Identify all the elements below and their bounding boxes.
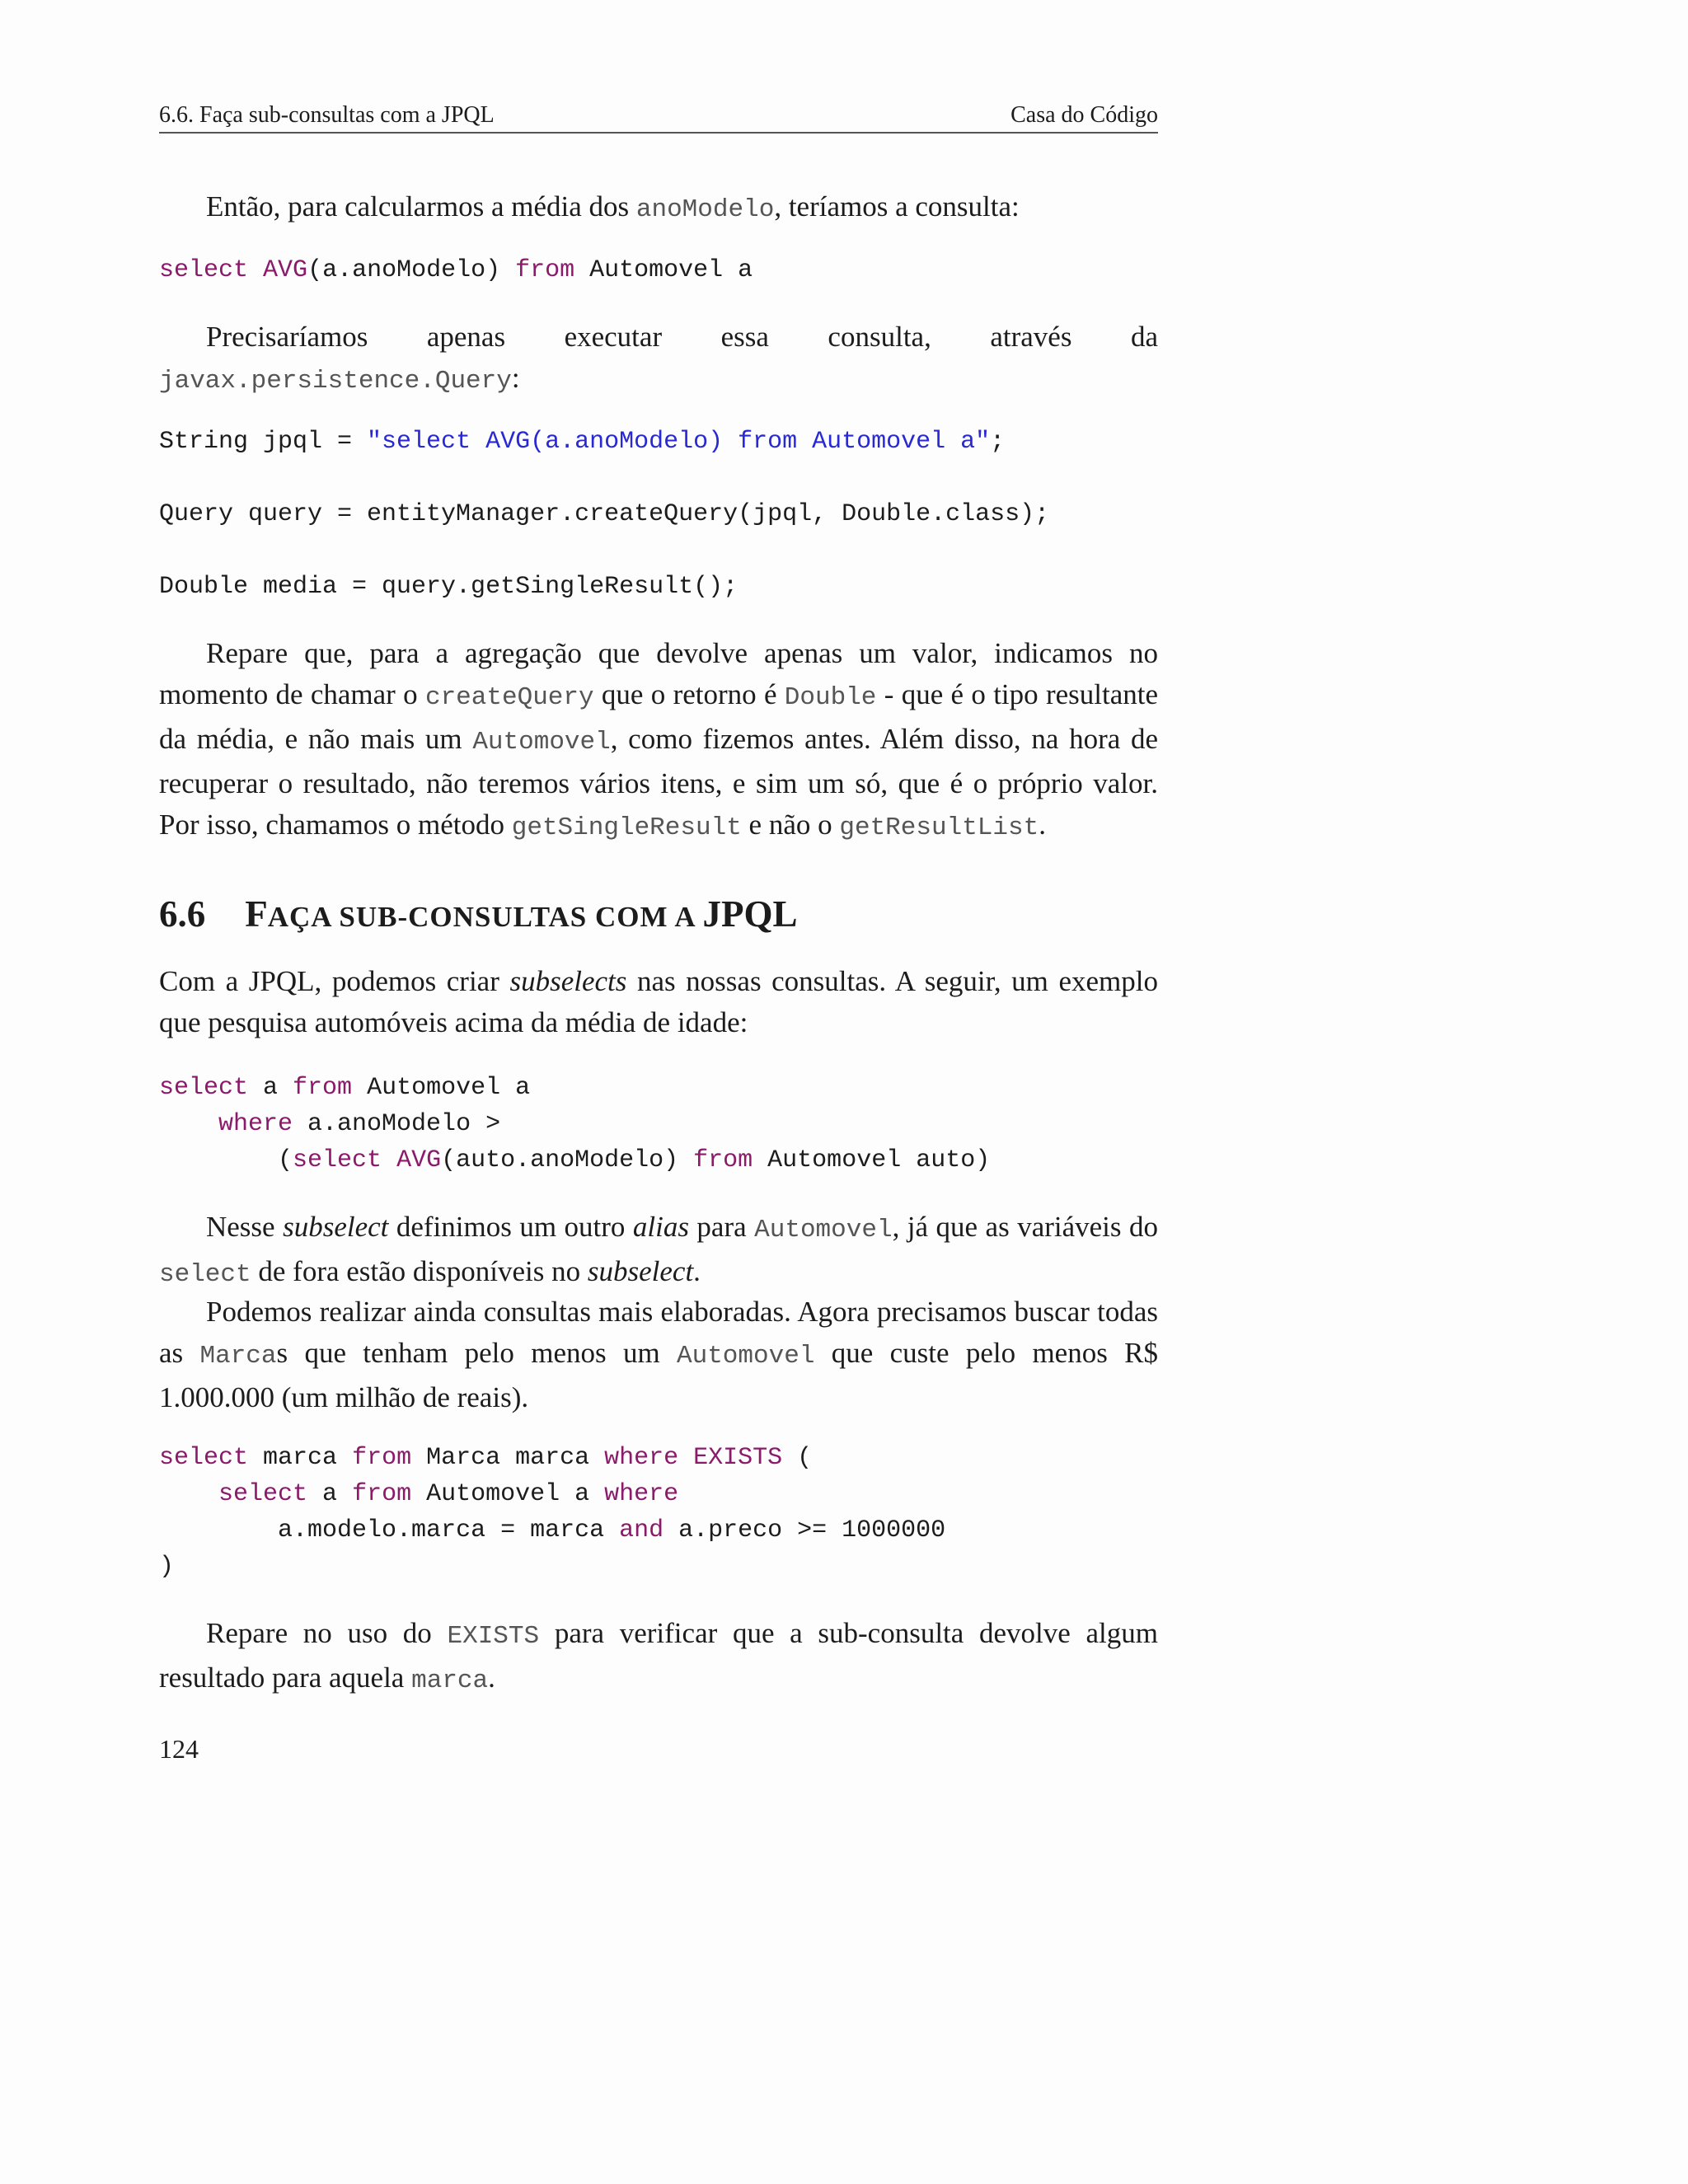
section-title-initial: F: [245, 893, 268, 935]
text: - que é o tipo resultante da média, e não mais um: [159, 678, 1158, 755]
inline-code: Double: [784, 683, 877, 712]
text: nas nossas consultas. A seguir, um exemplo que pesquisa automóveis acima da média de idade:: [159, 965, 1158, 1038]
code-text: Automovel a: [411, 1480, 605, 1508]
inline-code: getResultList: [839, 813, 1039, 842]
code-string: "select AVG(a.anoModelo) from Automovel a": [367, 428, 991, 456]
code-keyword: select: [159, 1444, 249, 1472]
code-keyword: from: [693, 1146, 753, 1174]
text: s que tenham pelo menos um: [276, 1337, 677, 1369]
code-text: ;: [990, 428, 1006, 456]
inline-code: javax.persistence.Query: [159, 367, 512, 396]
text: Nesse: [206, 1211, 284, 1243]
code-text: Marca marca: [411, 1444, 605, 1472]
header-publisher: Casa do Código: [1010, 102, 1158, 128]
text: e não o: [741, 808, 840, 841]
paragraph-aggregation: [159, 633, 1158, 849]
book-page: [159, 0, 1158, 2184]
section-heading: [159, 893, 798, 935]
paragraph-intro: [159, 186, 1158, 231]
text: Repare que, para a agregação que devolve apenas um valor, indicamos no momento de chamar o: [159, 637, 1158, 710]
text: .: [1039, 808, 1046, 841]
code-text: (a.anoModelo): [307, 256, 516, 284]
page-number: 124: [159, 1734, 199, 1764]
section-title-end: JPQL: [702, 893, 798, 935]
code-text: (: [782, 1444, 813, 1472]
text: que o retorno é: [593, 678, 785, 710]
code-text: a: [248, 1074, 293, 1102]
inline-code: Automovel: [472, 728, 611, 757]
text: para verificar que a sub-consulta devolve algum resultado para aquela: [159, 1617, 1158, 1694]
inline-code: marca: [411, 1666, 489, 1695]
code-keyword: from: [352, 1444, 412, 1472]
paragraph-subselects: [159, 961, 1158, 1043]
inline-code: anoModelo: [635, 195, 775, 224]
running-header: [159, 101, 1158, 134]
emphasis: subselect: [587, 1255, 694, 1287]
code-block-exists: [159, 1440, 945, 1585]
code-keyword: EXISTS: [678, 1444, 783, 1472]
text: para: [688, 1211, 755, 1243]
paragraph-elaborate: [159, 1291, 1158, 1418]
code-text: a.anoModelo >: [293, 1110, 501, 1138]
code-keyword: from: [293, 1074, 353, 1102]
emphasis: alias: [632, 1211, 689, 1243]
section-number: 6.6: [159, 893, 206, 935]
text: Então, para calcularmos a média dos: [206, 190, 636, 223]
code-keyword: where: [218, 1110, 293, 1138]
code-keyword: select: [293, 1146, 382, 1174]
code-keyword: where: [604, 1444, 679, 1472]
text: Com a JPQL, podemos criar: [159, 965, 510, 997]
code-text: a.preco >= 1000000: [663, 1516, 946, 1544]
section-title: AÇA SUB-CONSULTAS COM A: [267, 901, 703, 933]
inline-code: Marca: [199, 1342, 277, 1371]
code-keyword: select: [218, 1480, 308, 1508]
paragraph-alias: [159, 1207, 1158, 1296]
text: de fora estão disponíveis no: [251, 1255, 588, 1287]
inline-code: Automovel: [677, 1342, 815, 1371]
code-block-avg: [159, 252, 753, 288]
inline-code: createQuery: [424, 683, 594, 712]
emphasis: subselects: [509, 965, 627, 997]
code-keyword: from: [515, 256, 575, 284]
code-text: String jpql =: [159, 428, 368, 456]
code-block-subselect: [159, 1070, 990, 1179]
code-line-jpql: [159, 424, 1005, 460]
code-text: Automovel a: [352, 1074, 531, 1102]
code-keyword: AVG: [263, 256, 308, 284]
text: , já que as variáveis do: [892, 1211, 1158, 1243]
inline-code: Automovel: [754, 1216, 893, 1244]
text: Repare no uso do: [206, 1617, 448, 1649]
code-text: Automovel auto): [753, 1146, 991, 1174]
code-keyword: from: [352, 1480, 412, 1508]
code-keyword: select: [159, 1074, 249, 1102]
code-line-query: Query query = entityManager.createQuery(jpql, Double.class);: [159, 500, 1050, 528]
code-text: marca: [248, 1444, 353, 1472]
code-text: a: [307, 1480, 353, 1508]
header-section-title: 6.6. Faça sub-consultas com a JPQL: [159, 102, 495, 128]
text: , como fizemos antes. Além disso, na hora de recuperar o resultado, não teremos vários itens, e sim um só, que é o próprio valor. Por isso, chamamos o método: [159, 723, 1158, 841]
text: .: [693, 1255, 701, 1287]
text: definimos um outro: [388, 1211, 633, 1243]
text: .: [488, 1661, 495, 1694]
code-text: ): [159, 1553, 175, 1581]
code-keyword: where: [604, 1480, 679, 1508]
inline-code: select: [159, 1260, 251, 1289]
text: :: [511, 362, 520, 394]
code-keyword: select: [159, 256, 249, 284]
code-text: a.modelo.marca = marca: [278, 1516, 620, 1544]
text: Podemos realizar ainda consultas mais elaboradas. Agora precisamos buscar todas as: [159, 1296, 1158, 1369]
text: que custe pelo menos R$ 1.000.000 (um milhão de reais).: [159, 1337, 1158, 1413]
paragraph-exists: [159, 1613, 1158, 1702]
emphasis: subselect: [283, 1211, 389, 1243]
code-text: (auto.anoModelo): [441, 1146, 694, 1174]
code-line-media: Double media = query.getSingleResult();: [159, 573, 738, 601]
inline-code: getSingleResult: [511, 813, 742, 842]
paragraph-query-line2: [159, 358, 1158, 402]
code-keyword: and: [619, 1516, 664, 1544]
inline-code: EXISTS: [447, 1622, 540, 1651]
text: , teríamos a consulta:: [774, 190, 1020, 223]
paragraph-query-line1: Precisaríamos apenas executar essa consulta, através da: [206, 321, 1158, 353]
code-text: (: [278, 1146, 293, 1174]
code-text: Automovel a: [574, 256, 753, 284]
code-keyword: AVG: [382, 1146, 442, 1174]
